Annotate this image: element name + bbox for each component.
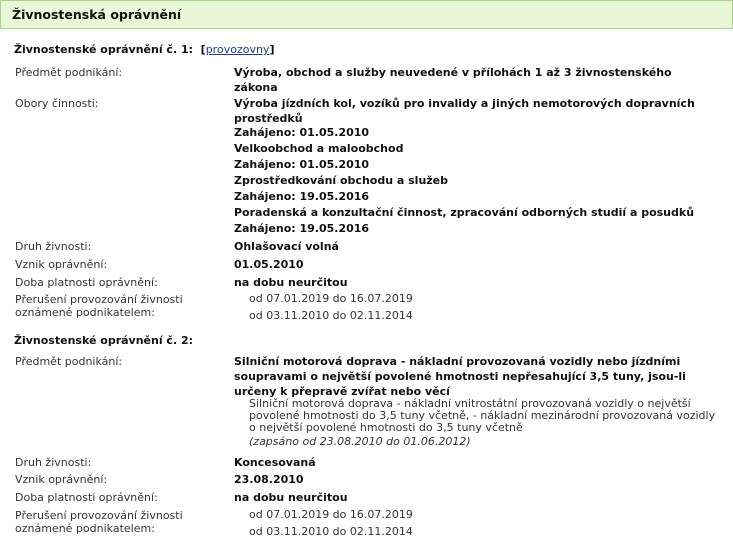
origin-value-1: 01.05.2010 — [234, 258, 304, 271]
interruption-label-1: Přerušení provozování živnosti oznámené podnikatelem: — [15, 293, 183, 319]
section-title: Živnostenská oprávnění — [0, 0, 733, 29]
subject-value-1: Výroba, obchod a služby neuvedené v přílohách 1 až 3 živnostenského zákona — [234, 66, 672, 94]
interruption-1-b: od 03.11.2010 do 02.11.2014 — [249, 309, 413, 322]
field-started-1: Zahájeno: 01.05.2010 — [234, 126, 370, 139]
interruption-2-b: od 03.11.2010 do 02.11.2014 — [249, 525, 413, 538]
interruption-2-a: od 07.01.2019 do 16.07.2019 — [249, 508, 413, 521]
licence-1-title: Živnostenské oprávnění č. 1: [provozovny] — [14, 43, 275, 56]
field-started-4: Zahájeno: 19.05.2016 — [234, 222, 370, 235]
validity-value-1: na dobu neurčitou — [234, 276, 348, 289]
validity-value-2: na dobu neurčitou — [234, 491, 348, 504]
premises-link[interactable]: provozovny — [205, 43, 270, 56]
subject-detail-2: Silniční motorová doprava - nákladní vnitrostátní provozovaná vozidly o největší povolené hmotnosti do 3,5 tuny včetně, - nákladní mezinárodní provozovaná vozidly o největší povolené hmotnosti do 3,5 tuny včetně — [249, 397, 716, 434]
origin-value-2: 23.08.2010 — [234, 473, 304, 486]
fields-label-1: Obory činnosti: — [15, 97, 99, 110]
subject-note-text: (zapsáno od 23.08.2010 do 01.06.2012) — [249, 435, 471, 448]
field-item-1: Výroba jízdních kol, vozíků pro invalidy a jiných nemotorových dopravních prostředků — [234, 97, 695, 125]
type-value-1: Ohlašovací volná — [234, 240, 339, 253]
interruption-label-2: Přerušení provozování živnosti oznámené podnikatelem: — [15, 509, 183, 535]
subject-label-1: Předmět podnikání: — [15, 66, 123, 79]
field-started-3: Zahájeno: 19.05.2016 — [234, 190, 370, 203]
subject-label-2: Předmět podnikání: — [15, 355, 123, 368]
licence-2-title: Živnostenské oprávnění č. 2: — [14, 334, 194, 347]
field-item-4: Poradenská a konzultační činnost, zpracování odborných studií a posudků — [234, 206, 695, 219]
licence-1-title-text: Živnostenské oprávnění č. 1: — [14, 43, 194, 56]
subject-value-2: Silniční motorová doprava - nákladní provozovaná vozidly nebo jízdními soupravami o největší povolené hmotnosti nepřesahující 3,5 tuny, jsou-li určeny k přepravě zvířat nebo věcí — [234, 355, 686, 398]
validity-label-2: Doba platnosti oprávnění: — [15, 491, 158, 504]
origin-label-2: Vznik oprávnění: — [15, 473, 108, 486]
subject-note-2 — [249, 436, 719, 448]
validity-label-1: Doba platnosti oprávnění: — [15, 276, 158, 289]
field-item-3: Zprostředkování obchodu a služeb — [234, 174, 449, 187]
field-item-2: Velkoobchod a maloobchod — [234, 142, 404, 155]
type-label-1: Druh živnosti: — [15, 240, 92, 253]
type-value-2: Koncesovaná — [234, 456, 316, 469]
origin-label-1: Vznik oprávnění: — [15, 258, 108, 271]
interruption-1-a: od 07.01.2019 do 16.07.2019 — [249, 292, 413, 305]
field-started-2: Zahájeno: 01.05.2010 — [234, 158, 370, 171]
type-label-2: Druh živnosti: — [15, 456, 92, 469]
